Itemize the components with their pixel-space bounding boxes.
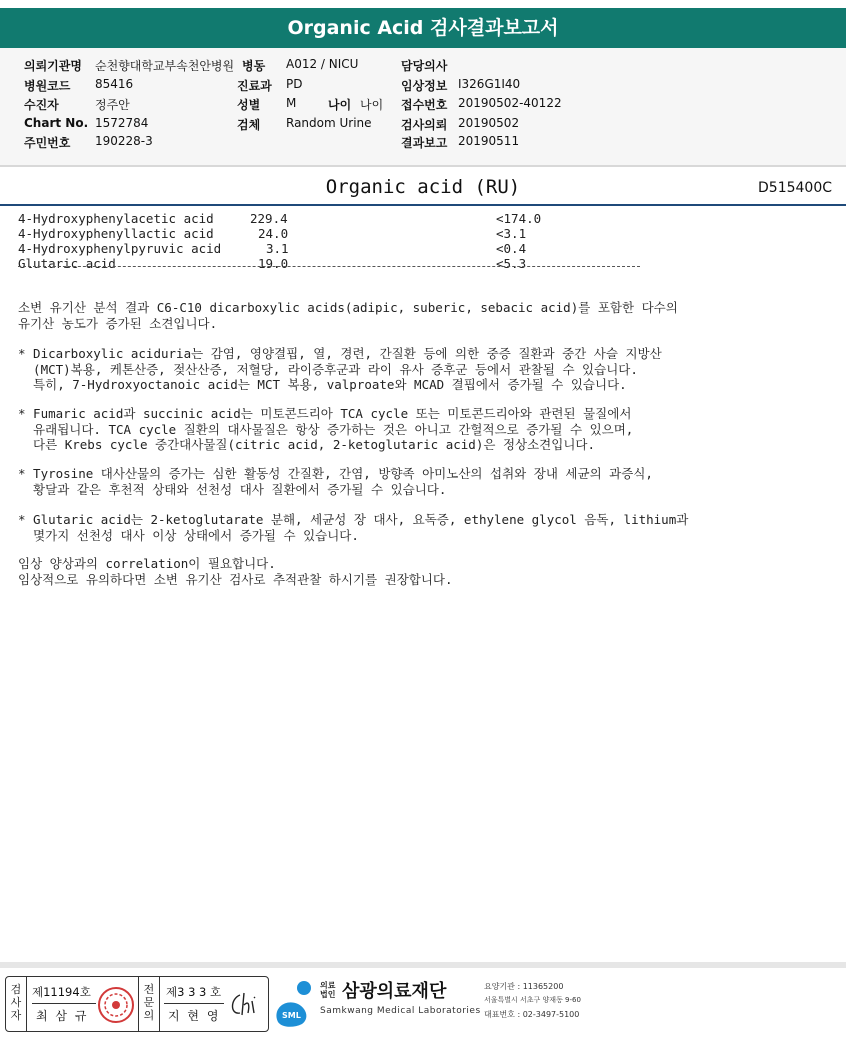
text-line: * Tyrosine 대사산물의 증가는 심한 활동성 간질환, 간염, 방향족 아미노산의 섭취와 장내 세균의 과증식, bbox=[18, 466, 653, 481]
tester-license: 제11194호 bbox=[32, 985, 91, 999]
report-title: Organic Acid 검사결과보고서 bbox=[0, 8, 846, 48]
footer-divider bbox=[0, 962, 846, 968]
analyte-name: 4-Hydroxyphenylpyruvic acid bbox=[18, 241, 222, 256]
text-line: * Dicarboxylic aciduria는 감염, 영양결핍, 열, 경련, 간질환 등에 의한 중증 질환과 중간 사슬 지방산 bbox=[18, 346, 662, 361]
test-code: D515400C bbox=[758, 180, 832, 196]
interpretation-item-fumaric bbox=[18, 406, 818, 453]
org-prefix-bottom: 법인 bbox=[320, 990, 336, 999]
result-row bbox=[18, 226, 718, 241]
org-english-name: Samkwang Medical Laboratories bbox=[320, 1006, 481, 1016]
institution-label: 의뢰기관명 bbox=[24, 59, 82, 73]
interpretation-item-glutaric bbox=[18, 512, 818, 543]
interpretation-item-tyrosine bbox=[18, 466, 818, 497]
text-line: * Glutaric acid는 2-ketoglutarate 분해, 세균성 장 대사, 요독증, ethylene glycol 음독, lithium과 bbox=[18, 512, 689, 527]
org-prefix bbox=[320, 981, 335, 999]
report-date-value: 20190511 bbox=[458, 134, 520, 148]
patient-value: 정주안 bbox=[95, 98, 130, 112]
signature-box bbox=[5, 976, 269, 1032]
patient-label: 수진자 bbox=[24, 98, 59, 112]
result-row bbox=[18, 241, 718, 256]
request-value: 20190502 bbox=[458, 116, 520, 130]
rrn-label: 주민번호 bbox=[24, 136, 71, 150]
org-phone: 대표번호 : 02-3497-5100 bbox=[484, 1010, 580, 1019]
analyte-reference: <3.1 bbox=[496, 226, 527, 241]
analyte-value: 19.0 bbox=[258, 256, 289, 271]
analyte-name: Glutaric acid bbox=[18, 256, 116, 271]
text-line: 유기산 농도가 증가된 소견입니다. bbox=[18, 315, 218, 331]
result-row bbox=[18, 211, 718, 226]
text-line: (MCT)복용, 케톤산증, 젖산산증, 저혈당, 라이증후군과 라이 유사 증후군 등에서 관찰될 수 있습니다. bbox=[18, 361, 638, 377]
analyte-value: 229.4 bbox=[250, 211, 288, 226]
specialist-divider bbox=[164, 1003, 224, 1004]
request-label: 검사의뢰 bbox=[401, 118, 448, 132]
tester-label: 검사자 bbox=[6, 977, 27, 1031]
text-line: 소변 유기산 분석 결과 C6-C10 dicarboxylic acids(adipic, suberic, sebacic acid)를 포함한 다수의 bbox=[18, 300, 678, 315]
tester-name: 최 삼 규 bbox=[36, 1009, 89, 1023]
doctor-label: 담당의사 bbox=[401, 59, 448, 73]
patient-info-panel bbox=[0, 48, 846, 167]
ward-label: 병동 bbox=[242, 59, 266, 73]
analyte-reference: <0.4 bbox=[496, 241, 527, 256]
hospital-code-value: 85416 bbox=[95, 77, 134, 91]
sml-logo-icon bbox=[270, 976, 318, 1028]
dept-label: 진료과 bbox=[237, 79, 272, 93]
nursing-code: 요양기관 : 11365200 bbox=[484, 982, 564, 991]
text-line: 다른 Krebs cycle 중간대사물질(citric acid, 2-ketoglutaric acid)은 정상소견입니다. bbox=[18, 437, 596, 452]
analyte-value: 3.1 bbox=[266, 241, 289, 256]
receipt-value: 20190502-40122 bbox=[458, 96, 562, 110]
chart-value: 1572784 bbox=[95, 116, 149, 130]
ward-value: A012 / NICU bbox=[286, 57, 359, 71]
tester-divider bbox=[32, 1003, 96, 1004]
sex-value: M bbox=[286, 96, 297, 110]
receipt-label: 접수번호 bbox=[401, 98, 448, 112]
analyte-value: 24.0 bbox=[258, 226, 289, 241]
text-line: 특히, 7-Hydroxyoctanoic acid는 MCT 복용, valproate와 MCAD 결핍에서 증가될 수 있습니다. bbox=[18, 377, 627, 392]
analyte-reference: <5.3 bbox=[496, 256, 527, 271]
specimen-value: Random Urine bbox=[286, 116, 372, 130]
report-date-label: 결과보고 bbox=[401, 136, 448, 150]
test-title: Organic acid (RU) bbox=[325, 176, 521, 198]
dept-value: PD bbox=[286, 77, 303, 91]
clinical-value: I326G1I40 bbox=[458, 77, 521, 91]
text-line: 몇가지 선천성 대사 이상 상태에서 증가될 수 있습니다. bbox=[18, 527, 359, 543]
institution-value: 순천향대학교부속천안병원 bbox=[95, 59, 235, 73]
hospital-code-label: 병원코드 bbox=[24, 79, 71, 93]
text-line: 유래됩니다. TCA cycle 질환의 대사물질은 항상 증가하는 것은 아니고 간헐적으로 증가될 수 있으며, bbox=[18, 421, 634, 437]
specialist-name: 지 현 영 bbox=[168, 1009, 221, 1023]
clinical-label: 임상정보 bbox=[401, 79, 448, 93]
org-name: 삼광의료재단 bbox=[342, 981, 447, 1002]
result-row bbox=[18, 256, 718, 271]
interpretation-summary bbox=[18, 300, 818, 331]
specialist-label: 전문의 bbox=[138, 977, 160, 1031]
signature-icon bbox=[226, 987, 266, 1023]
sex-label: 성별 bbox=[237, 98, 261, 112]
sml-logo-text: SML bbox=[282, 1011, 301, 1020]
age-value: 나이 bbox=[360, 98, 384, 112]
analyte-name: 4-Hydroxyphenylacetic acid bbox=[18, 211, 214, 226]
specimen-label: 검체 bbox=[237, 118, 261, 132]
rrn-value: 190228-3 bbox=[95, 134, 153, 148]
analyte-name: 4-Hydroxyphenyllactic acid bbox=[18, 226, 214, 241]
text-line: 임상적으로 유의하다면 소변 유기산 검사로 추적관찰 하시기를 권장합니다. bbox=[18, 571, 453, 587]
org-address: 서울특별시 서초구 양재동 9-60 bbox=[484, 996, 581, 1004]
text-line: 황달과 같은 후천적 상태와 선천성 대사 질환에서 증가될 수 있습니다. bbox=[18, 481, 447, 497]
specialist-license: 제3 3 3 호 bbox=[166, 985, 222, 999]
age-label: 나이 bbox=[328, 98, 352, 112]
interpretation-item-dicarboxylic bbox=[18, 346, 818, 393]
text-line: 임상 양상과의 correlation이 필요합니다. bbox=[18, 556, 276, 571]
org-prefix-top: 의료 bbox=[320, 981, 336, 990]
report-header bbox=[0, 174, 846, 206]
chart-label: Chart No. bbox=[24, 116, 89, 130]
results-divider bbox=[18, 266, 640, 267]
analyte-reference: <174.0 bbox=[496, 211, 542, 226]
text-line: * Fumaric acid과 succinic acid는 미토콘드리아 TCA cycle 또는 미토콘드리아와 관련된 물질에서 bbox=[18, 406, 632, 421]
red-seal-icon bbox=[96, 985, 136, 1025]
interpretation-closing bbox=[18, 556, 818, 587]
